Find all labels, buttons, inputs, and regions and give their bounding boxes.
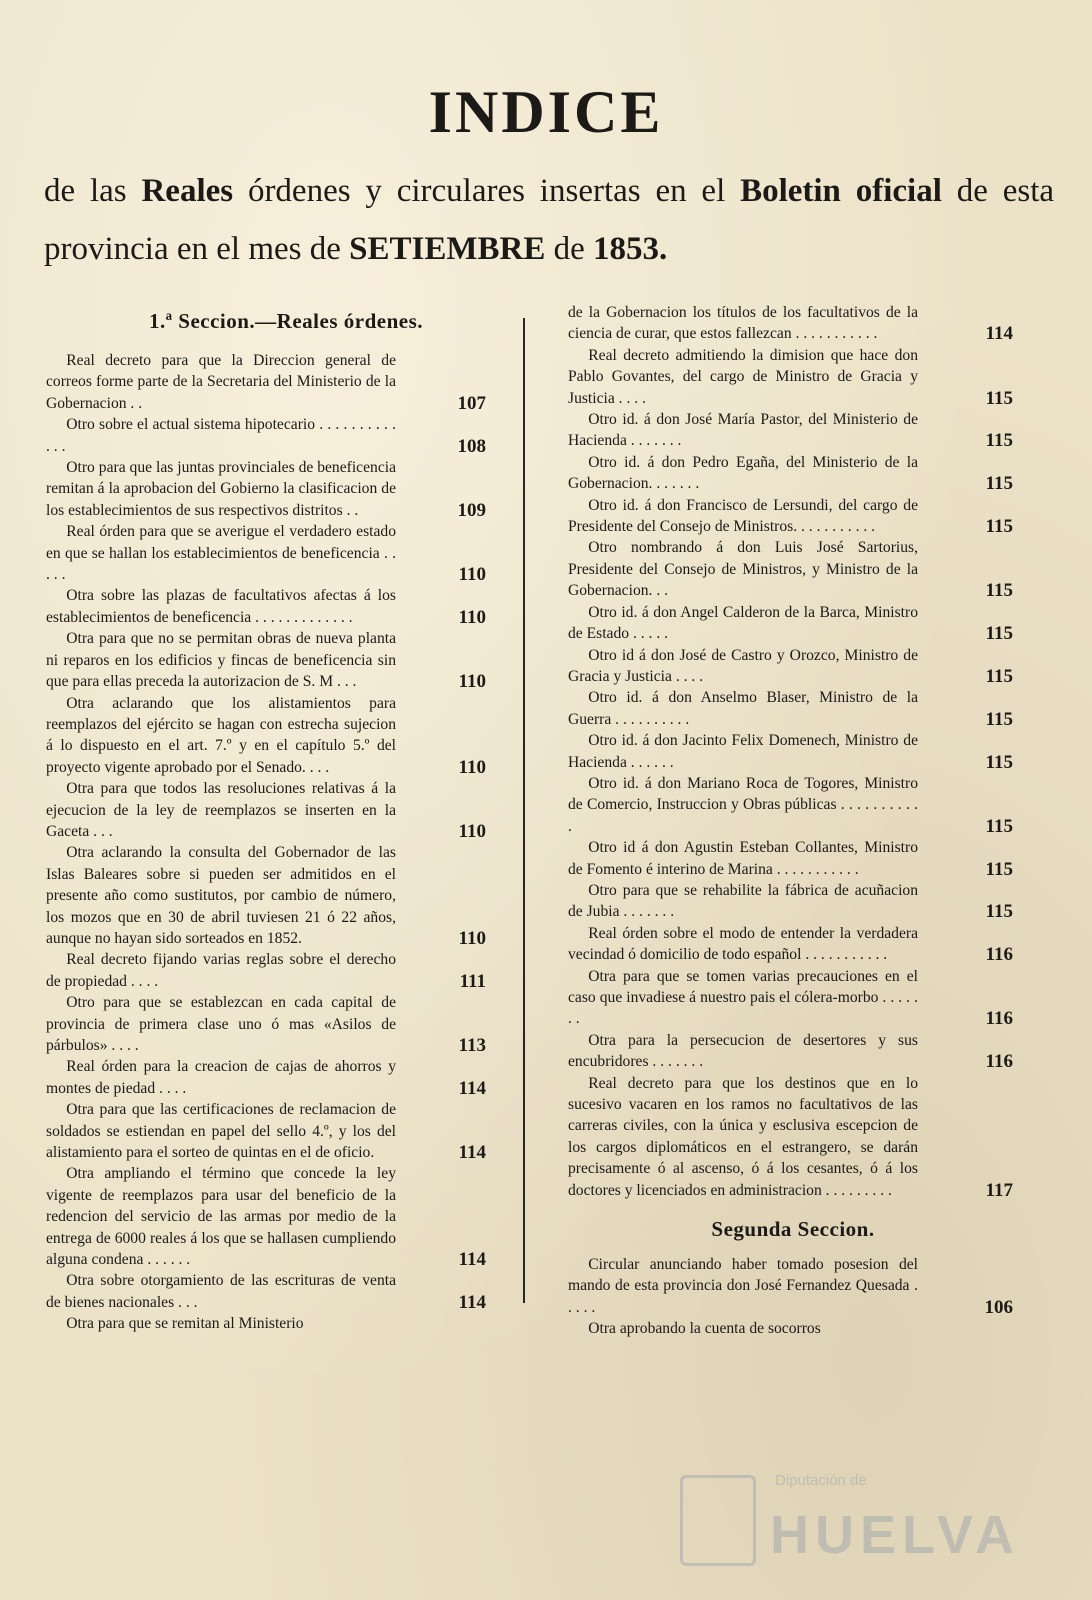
entry-text: Otro id. á don Jacinto Felix Domenech, Ministro de Hacienda . . . . . . xyxy=(568,732,918,771)
watermark-big-text: HUELVA xyxy=(770,1505,1020,1565)
subtitle-part: órdenes y circulares insertas en el xyxy=(233,173,741,209)
index-entry xyxy=(46,949,506,992)
index-entry xyxy=(568,537,1018,601)
entry-text: Otra aclarando la consulta del Gobernador de las Islas Baleares sobre si pueden ser admitidos en el presente año como sustitutos, por cambio de número, los mozos que en 30 de abril tuviesen 21 ó 22 años, aunque no hayan sido sorteados en 1852. xyxy=(46,844,396,947)
entry-text: Real órden sobre el modo de entender la verdadera vecindad ó domicilio de todo español . . . . . . . . . . . xyxy=(568,924,918,964)
index-entry xyxy=(568,687,1018,730)
entry-text: Otra sobre las plazas de facultativos afectas á los establecimientos de beneficencia . . . . . . . . . . . . . xyxy=(46,587,396,626)
entry-text: Otro sobre el actual sistema hipotecario . . . . . . . . . . . . . xyxy=(46,416,396,455)
index-entry xyxy=(568,1030,1018,1073)
index-entry xyxy=(46,1099,506,1163)
page-subtitle xyxy=(44,162,1054,278)
index-entry xyxy=(568,1254,1018,1318)
entry-page-number: 114 xyxy=(458,1291,486,1313)
entry-text: Otra para que no se permitan obras de nueva planta ni reparos en los edificios y fincas de beneficencia sin que para ellas preceda la autorizacion de S. M . . . xyxy=(46,630,396,691)
index-entry xyxy=(568,409,1018,452)
entry-text: Real órden para que se averigue el verdadero estado en que se hallan los establecimientos de beneficencia . . . . . xyxy=(46,523,396,584)
entry-text: Otro nombrando á don Luis José Sartorius, Presidente del Consejo de Ministros, y Ministro de la Gobernacion. . . xyxy=(568,539,918,600)
entry-text: Otro id á don Agustin Esteban Collantes, Ministro de Fomento é interino de Marina . . . . . . . . . . . xyxy=(568,839,918,878)
archive-logo-icon xyxy=(680,1475,756,1566)
entry-text: Otro id. á don Anselmo Blaser, Ministro de la Guerra . . . . . . . . . . xyxy=(568,689,918,728)
entry-page-number: 110 xyxy=(458,606,486,628)
subtitle-part-bold: Boletin oficial xyxy=(740,173,942,209)
entry-text: Otro id. á don Pedro Egaña, del Ministerio de la Gobernacion. . . . . . . xyxy=(568,453,918,493)
entry-text: Otra para que todos las resoluciones relativas á la ejecucion de la ley de reemplazos se inserten en la Gaceta . . . xyxy=(46,780,396,840)
index-entry xyxy=(46,585,506,628)
entry-text: Real decreto para que los destinos que en lo sucesivo vacaren en los ramos no facultativos de las carreras civiles, con la única y esclusiva escepcion de los cargos diplomáticos en el estrangero, se darán precisamente ó al ascenso, ó á los cesantes, ó á los doctores y licenciados en administracion . . . . . . . . . xyxy=(568,1074,918,1199)
entry-page-number: 114 xyxy=(985,323,1013,345)
entry-text: de la Gobernacion los títulos de los facultativos de la ciencia de curar, que estos fallezcan . . . . . . . . . . . xyxy=(568,304,918,343)
entry-page-number: 110 xyxy=(458,820,486,842)
entry-text: Otro id. á don Mariano Roca de Togores, Ministro de Comercio, Instruccion y Obras públicas . . . . . . . . . . . xyxy=(568,774,918,835)
entry-text: Real órden para la creacion de cajas de ahorros y montes de piedad . . . . xyxy=(46,1058,396,1097)
index-entry xyxy=(568,495,1018,538)
index-entry xyxy=(46,778,506,842)
index-entry xyxy=(568,880,1018,923)
entry-page-number: 115 xyxy=(985,473,1013,495)
entry-page-number: 115 xyxy=(985,623,1013,645)
index-entry xyxy=(46,1163,506,1270)
entry-page-number: 115 xyxy=(985,858,1013,880)
entry-text: Real decreto para que la Direccion general de correos forme parte de la Secretaria del Ministerio de la Gobernacion . . xyxy=(46,352,396,412)
entry-text: Otro para que las juntas provinciales de beneficencia remitan á la aprobacion del Gobierno la clasificacion de los establecimientos de sus respectivos distritos . . xyxy=(46,459,396,519)
entry-page-number: 116 xyxy=(985,944,1013,966)
index-entry xyxy=(46,1056,506,1099)
index-entry xyxy=(568,302,1018,345)
subtitle-part: de las xyxy=(44,173,142,209)
column-divider xyxy=(523,318,525,1303)
section-1-heading: 1.ª Seccion.—Reales órdenes. xyxy=(148,309,423,333)
index-entry xyxy=(46,521,506,585)
index-entry xyxy=(568,837,1018,880)
entry-page-number: 115 xyxy=(985,665,1013,687)
index-entry xyxy=(568,1073,1018,1201)
entry-text: Otra ampliando el término que concede la ley vigente de reemplazos para usar del beneficio de la redencion del servicio de las armas por medio de la entrega de 6000 reales á los que se hallasen cumpliendo alguna condena . . . . . . xyxy=(46,1165,396,1269)
index-entry xyxy=(568,645,1018,688)
entry-page-number: 116 xyxy=(985,1008,1013,1030)
index-entry xyxy=(46,457,506,521)
entry-text: Otro id. á don José María Pastor, del Ministerio de Hacienda . . . . . . . xyxy=(568,411,918,450)
entry-page-number: 115 xyxy=(985,387,1013,409)
index-entry xyxy=(568,773,1018,837)
index-entry xyxy=(568,452,1018,495)
entry-page-number: 116 xyxy=(985,1051,1013,1073)
entry-text: Real decreto admitiendo la dimision que hace don Pablo Govantes, del cargo de Ministro de Gracia y Justicia . . . . xyxy=(568,346,918,407)
entry-page-number: 110 xyxy=(458,927,486,949)
entry-page-number: 117 xyxy=(985,1179,1013,1201)
watermark-small-text: Diputación de xyxy=(775,1472,867,1489)
section-2-heading: Segunda Seccion. xyxy=(711,1217,875,1242)
index-entry xyxy=(46,1313,506,1334)
index-entry xyxy=(568,730,1018,773)
index-entry xyxy=(46,693,506,779)
entry-page-number: 115 xyxy=(985,815,1013,837)
entry-text: Otra aclarando que los alistamientos para reemplazos del ejército se hagan con estrecha sujecion á lo dispuesto en el art. 7.º y en el capítulo 5.º del proyecto vigente aprobado por el Senado. . . . xyxy=(46,694,396,776)
index-entry xyxy=(568,923,1018,966)
entry-page-number: 115 xyxy=(985,430,1013,452)
entry-text: Otra aprobando la cuenta de socorros xyxy=(588,1320,821,1338)
index-entry xyxy=(46,350,506,414)
entry-text: Otro para que se establezcan en cada capital de provincia de primera clase uno ó mas «Asilos de párbulos» . . . . xyxy=(46,994,396,1054)
entry-page-number: 111 xyxy=(459,970,486,992)
index-entry xyxy=(568,966,1018,1030)
entry-page-number: 114 xyxy=(458,1142,486,1164)
entry-page-number: 115 xyxy=(985,901,1013,923)
entry-page-number: 115 xyxy=(985,516,1013,538)
entry-page-number: 109 xyxy=(457,499,486,521)
subtitle-part-bold: 1853. xyxy=(593,231,668,267)
entry-page-number: 115 xyxy=(985,580,1013,602)
entry-page-number: 110 xyxy=(458,564,486,586)
subtitle-part-bold: Reales xyxy=(141,173,234,209)
entry-text: Otro id á don José de Castro y Orozco, Ministro de Gracia y Justicia . . . . xyxy=(568,646,918,685)
index-entry xyxy=(46,842,506,949)
index-entry xyxy=(46,628,506,692)
entry-page-number: 114 xyxy=(458,1077,486,1099)
index-entry xyxy=(46,414,506,457)
right-column xyxy=(568,302,1018,1340)
entry-page-number: 110 xyxy=(458,671,486,693)
entry-page-number: 108 xyxy=(457,435,486,457)
entry-page-number: 110 xyxy=(458,756,486,778)
entry-text: Otra para que se tomen varias precauciones en el caso que invadiese á nuestro pais el cólera-morbo . . . . . . . xyxy=(568,967,918,1028)
entry-text: Real decreto fijando varias reglas sobre el derecho de propiedad . . . . xyxy=(46,951,396,990)
index-entry xyxy=(568,1318,1018,1339)
entry-text: Otra para la persecucion de desertores y sus encubridores . . . . . . . xyxy=(568,1031,918,1071)
index-entry xyxy=(568,345,1018,409)
entry-page-number: 114 xyxy=(458,1249,486,1271)
entry-text: Otra sobre otorgamiento de las escrituras de venta de bienes nacionales . . . xyxy=(46,1272,396,1311)
entry-page-number: 113 xyxy=(458,1035,486,1056)
entry-page-number: 106 xyxy=(984,1296,1013,1318)
left-column xyxy=(46,302,506,1335)
entry-text: Otra para que se remitan al Ministerio xyxy=(66,1315,304,1333)
entry-page-number: 115 xyxy=(985,708,1013,730)
archive-watermark xyxy=(680,1470,1020,1565)
index-entry xyxy=(46,992,506,1056)
subtitle-part-bold: SETIEMBRE xyxy=(349,231,546,267)
entry-text: Otro id. á don Francisco de Lersundi, del cargo de Presidente del Consejo de Ministros. . . . . . . . . . . xyxy=(568,496,918,536)
entry-text: Otra para que las certificaciones de reclamacion de soldados se estiendan en papel del sello 4.º, y los del alistamiento para el sorteo de quintas en el de oficio. xyxy=(46,1101,396,1162)
index-entry xyxy=(46,1270,506,1313)
entry-text: Otro para que se rehabilite la fábrica de acuñacion de Jubia . . . . . . . xyxy=(568,881,918,921)
index-entry xyxy=(568,602,1018,645)
entry-page-number: 107 xyxy=(457,392,486,414)
subtitle-part: de esta provincia en el mes de xyxy=(44,173,1055,267)
entry-page-number: 115 xyxy=(985,751,1013,773)
entry-text: Otro id. á don Angel Calderon de la Barca, Ministro de Estado . . . . . xyxy=(568,603,918,643)
entry-text: Circular anunciando haber tomado posesion del mando de esta provincia don José Fernandez Quesada . . . . . xyxy=(568,1256,918,1316)
subtitle-part: de xyxy=(545,231,594,267)
page-title: INDICE xyxy=(428,79,664,145)
